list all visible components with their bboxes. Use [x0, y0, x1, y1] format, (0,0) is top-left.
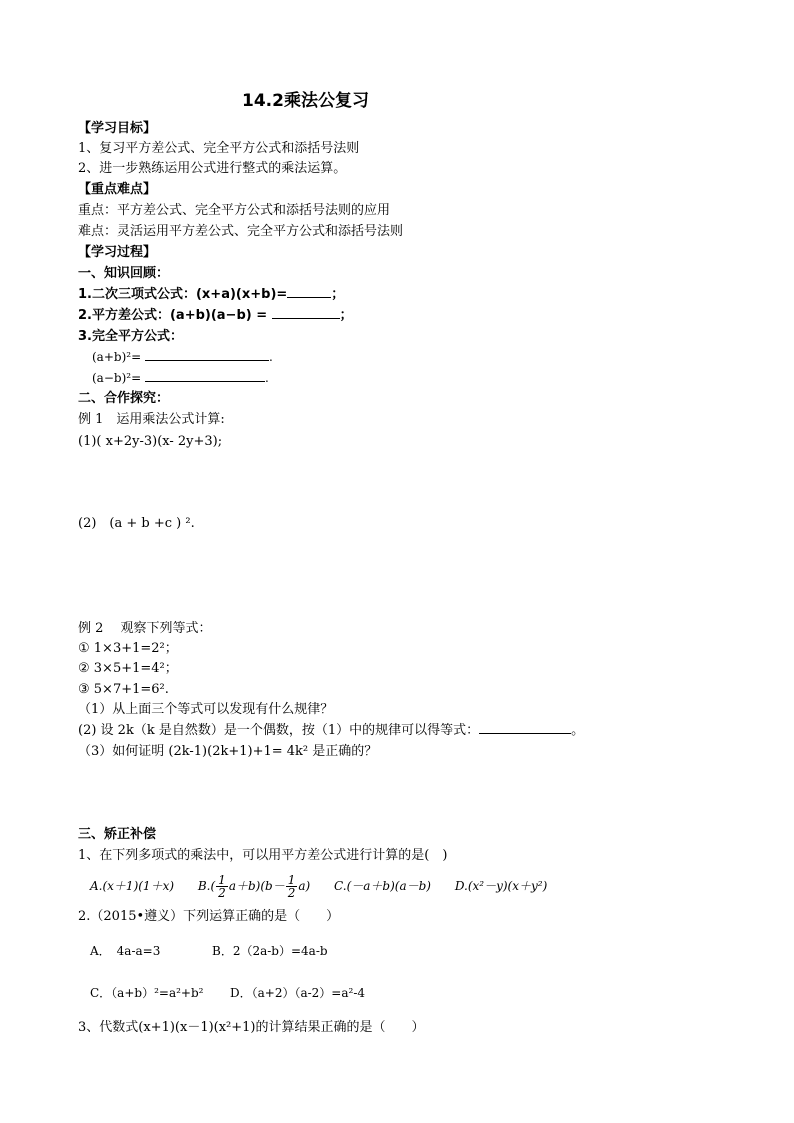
- example2-q2-blank: [479, 721, 571, 734]
- recall-q2: [78, 306, 353, 326]
- q2-option-d: D．（a+2）（a-2）=a²-4: [230, 986, 366, 1000]
- recall-q3b: [92, 368, 269, 388]
- q2-option-c: C．（a+b）²=a²+b²: [90, 986, 204, 1000]
- fraction-numerator: 1: [218, 873, 226, 887]
- section1-heading: 一、知识回顾：: [78, 266, 170, 281]
- fraction-denominator: 2: [287, 886, 296, 900]
- recall-q3b-blank: [145, 369, 265, 382]
- correction-q1: 1、在下列多项式的乘法中，可以用平方差公式进行计算的是( ): [78, 848, 448, 863]
- example2-q1: （1）从上面三个等式可以发现有什么规律？: [78, 702, 334, 717]
- key-point-1: 重点：平方差公式、完全平方公式和添括号法则的应用: [78, 203, 391, 218]
- key-point-2: 难点：灵活运用平方差公式、完全平方公式和添括号法则: [78, 224, 404, 239]
- option-b-fraction-1: [216, 874, 228, 899]
- example2-eq2: ② 3×5+1=4²；: [78, 661, 178, 676]
- example1-part2: (2) (a + b +c ) ².: [78, 516, 195, 531]
- recall-q3b-text: (a−b)²=: [92, 371, 142, 385]
- option-d: D.(x²－y)(x＋y²): [454, 879, 548, 893]
- fraction-denominator: 2: [218, 886, 226, 900]
- recall-q3a: [92, 347, 273, 367]
- goal-item-1: 1、复习平方差公式、完全平方公式和添括号法则: [78, 141, 360, 156]
- correction-q2-row1: [90, 941, 328, 961]
- fraction-numerator: 1: [287, 873, 296, 887]
- example2-q2-end: 。: [571, 723, 585, 738]
- page-title: 14.2乘法公复习: [242, 91, 369, 111]
- correction-q2: 2.（2015•遵义）下列运算正确的是（ ）: [78, 909, 340, 924]
- recall-q2-blank: [272, 306, 340, 319]
- option-b: [198, 873, 310, 899]
- recall-q2-text: 2.平方差公式：(a+b)(a−b) =: [78, 308, 268, 323]
- recall-q1-end: ；: [331, 287, 345, 302]
- recall-q1-blank: [287, 285, 331, 298]
- goals-heading: 【学习目标】: [78, 121, 157, 136]
- option-b-pre: B.(: [197, 879, 216, 893]
- key-points-heading: 【重点难点】: [78, 182, 157, 197]
- section2-heading: 二、合作探究：: [78, 391, 170, 406]
- example2-heading: 例 2 观察下列等式：: [78, 621, 212, 636]
- recall-q1-text: 1.二次三项式公式：(x+a)(x+b)=: [78, 287, 288, 302]
- q2-option-b: B．2（2a-b）=4a-b: [212, 944, 328, 958]
- example1-part1: (1)( x+2y-3)(x- 2y+3);: [78, 434, 223, 449]
- recall-q3a-text: (a+b)²=: [92, 350, 142, 364]
- option-a: A.(x＋1)(1＋x): [90, 879, 175, 893]
- example2-q2-text: (2) 设 2k（k 是自然数）是一个偶数，按（1）中的规律可以得等式：: [78, 723, 480, 738]
- recall-q3a-dot: .: [268, 350, 273, 364]
- option-b-fraction-2: [286, 874, 298, 899]
- example2-eq3: ③ 5×7+1=6².: [78, 682, 169, 697]
- correction-q3: 3、代数式(x+1)(x－1)(x²+1)的计算结果正确的是（ ）: [78, 1020, 425, 1035]
- process-heading: 【学习过程】: [78, 245, 157, 260]
- section3-heading: 三、矫正补偿: [78, 827, 157, 842]
- example2-q2: [78, 721, 584, 741]
- option-b-mid: a＋b)(b－: [228, 879, 285, 893]
- recall-q1: [78, 285, 344, 305]
- example2-q3: （3）如何证明 (2k-1)(2k+1)+1= 4k² 是正确的？: [78, 744, 378, 759]
- example2-eq1: ① 1×3+1=2²；: [78, 641, 178, 656]
- option-b-end: a): [298, 879, 311, 893]
- recall-q3b-dot: .: [264, 371, 269, 385]
- correction-q1-options: [90, 873, 567, 899]
- option-c: C.(－a＋b)(a－b): [334, 879, 431, 893]
- goal-item-2: 2、进一步熟练运用公式进行整式的乘法运算。: [78, 161, 347, 176]
- recall-q2-end: ；: [339, 308, 353, 323]
- recall-q3a-blank: [145, 348, 269, 361]
- correction-q2-row2: [90, 983, 365, 1003]
- q2-option-a: A． 4a-a=3: [90, 944, 161, 958]
- example1-heading: 例 1 运用乘法公式计算:: [78, 412, 225, 427]
- recall-q3: 3.完全平方公式：: [78, 329, 183, 344]
